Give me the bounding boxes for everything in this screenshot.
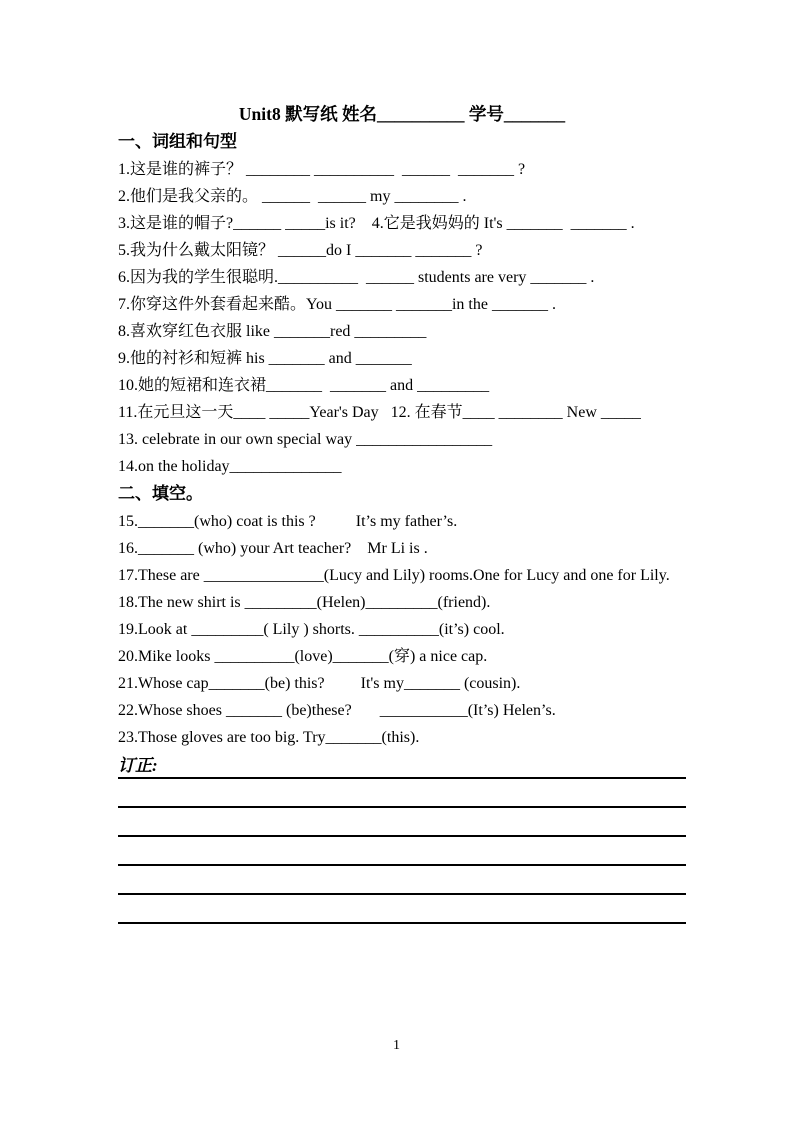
section1-heading: 一、词组和句型: [118, 132, 237, 151]
worksheet-item-20: 20.Mike looks __________(love)_______(穿) a nice cap.: [118, 648, 488, 665]
worksheet-item-1: 1.这是谁的裤子？ ________ __________ ______ _______ ?: [118, 161, 526, 178]
worksheet-item-18: 18.The new shirt is _________(Helen)_________(friend).: [118, 594, 491, 611]
worksheet-item-8: 8.喜欢穿红色衣服 like _______red _________: [118, 323, 427, 340]
section2-heading: 二、填空。: [118, 484, 203, 503]
answer-rule-line: [118, 808, 686, 837]
worksheet-item-15: 15._______(who) coat is this ? It’s my father’s.: [118, 513, 458, 530]
worksheet-item-21: 21.Whose cap_______(be) this? It's my_______ (cousin).: [118, 675, 521, 692]
worksheet-item-22: 22.Whose shoes _______ (be)these? ___________(It’s) Helen’s.: [118, 702, 556, 719]
worksheet-item-11-12: 11.在元旦这一天____ _____Year's Day 12. 在春节____ ________ New _____: [118, 404, 641, 421]
worksheet-item-16: 16._______ (who) your Art teacher? Mr Li is .: [118, 540, 428, 557]
worksheet-item-2: 2.他们是我父亲的。 ______ ______ my ________ .: [118, 188, 467, 205]
worksheet-item-14: 14.on the holiday______________: [118, 458, 342, 475]
page-number: 1: [393, 1038, 400, 1053]
worksheet-item-3-4: 3.这是谁的帽子?______ _____is it? 4.它是我妈妈的 It's _______ _______ .: [118, 215, 635, 232]
worksheet-item-13: 13. celebrate in our own special way _________________: [118, 431, 493, 448]
worksheet-item-10: 10.她的短裙和连衣裙_______ _______ and _________: [118, 377, 490, 394]
corrections-header-rule: [118, 751, 686, 779]
worksheet-item-19: 19.Look at _________( Lily ) shorts. __________(it’s) cool.: [118, 621, 505, 638]
corrections-label: 订正:: [118, 756, 158, 775]
worksheet-title: Unit8 默写纸 姓名__________ 学号_______: [238, 104, 566, 124]
worksheet-item-6: 6.因为我的学生很聪明.__________ ______ students are very _______ .: [118, 269, 595, 286]
answer-rule-line: [118, 895, 686, 924]
answer-rule-line: [118, 779, 686, 808]
worksheet-content: [118, 101, 686, 924]
worksheet-item-17: 17.These are _______________(Lucy and Lily) rooms.One for Lucy and one for Lily.: [118, 567, 670, 584]
worksheet-item-5: 5.我为什么戴太阳镜？ ______do I _______ _______ ?: [118, 242, 483, 259]
answer-rule-line: [118, 837, 686, 866]
worksheet-item-9: 9.他的衬衫和短裤 his _______ and _______: [118, 350, 412, 367]
answer-rule-line: [118, 866, 686, 895]
worksheet-item-23: 23.Those gloves are too big. Try_______(this).: [118, 729, 420, 746]
worksheet-item-7: 7.你穿这件外套看起来酷。You _______ _______in the _______ .: [118, 296, 556, 313]
